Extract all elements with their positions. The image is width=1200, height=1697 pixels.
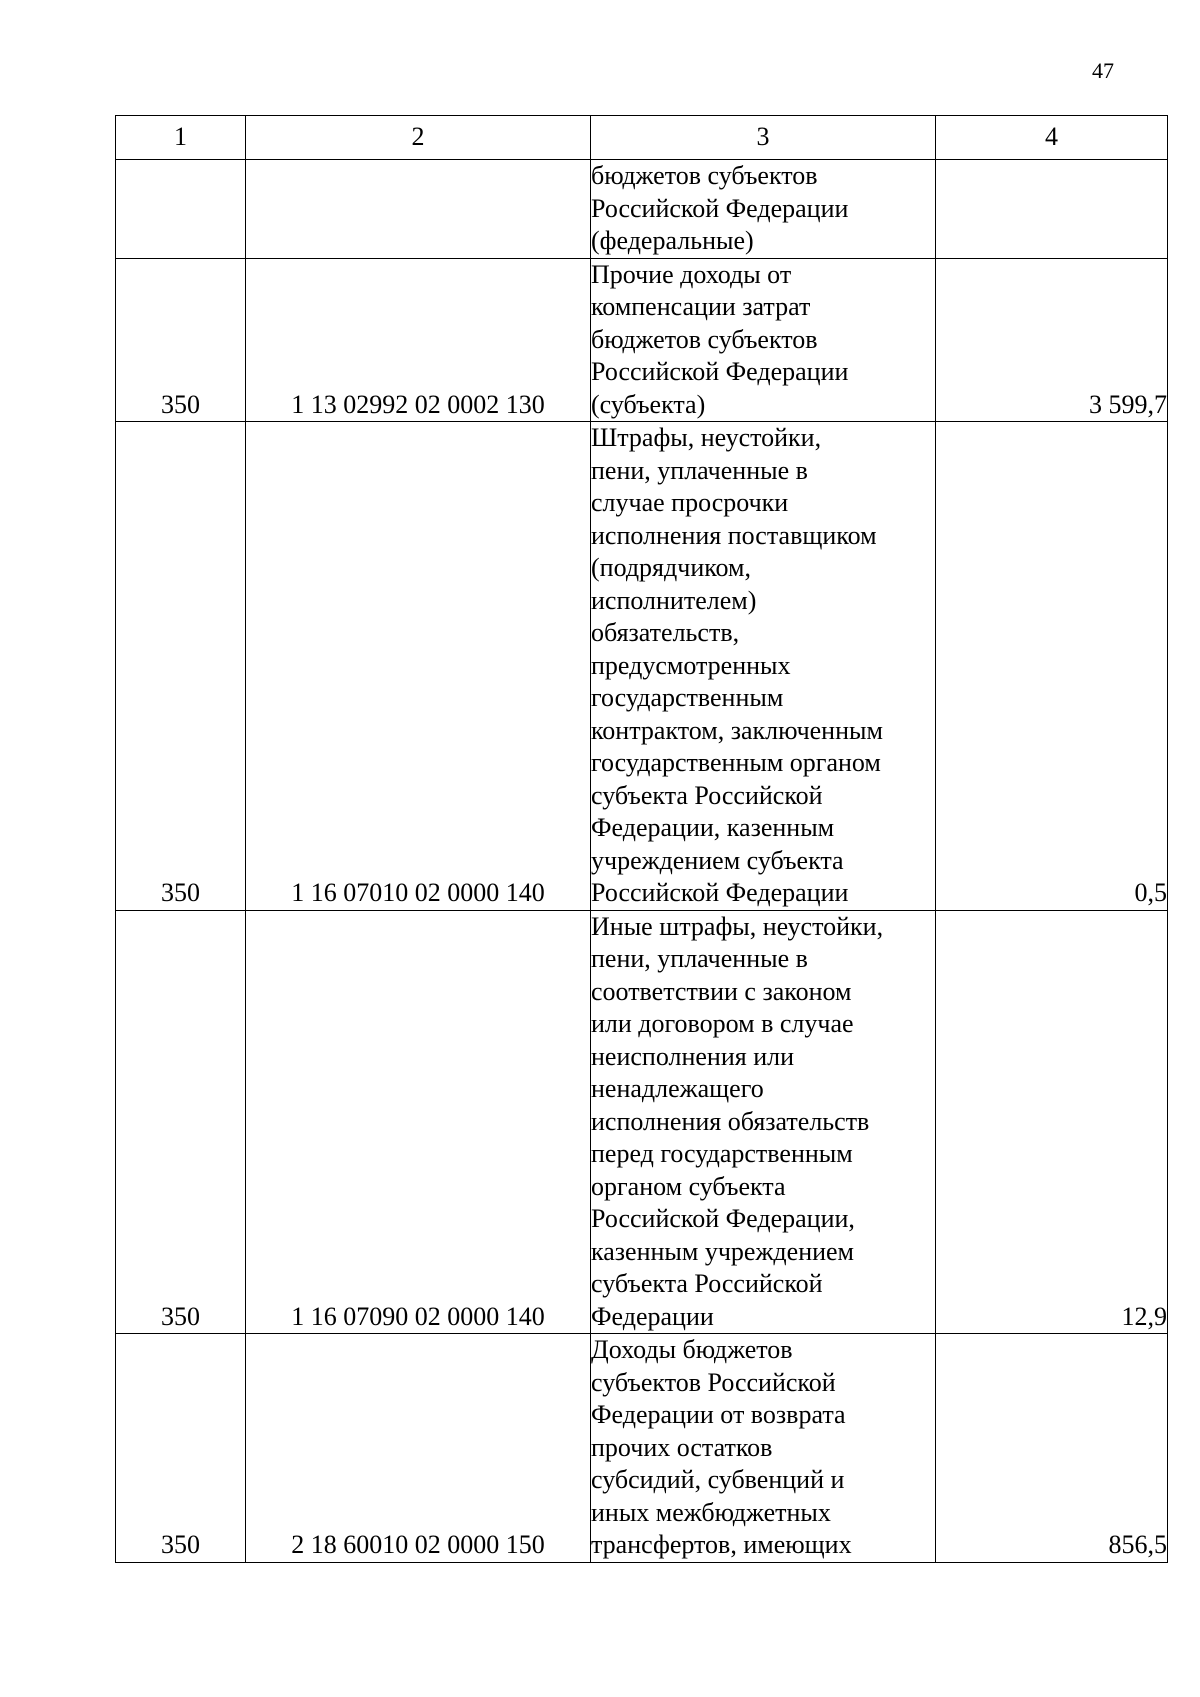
revenue-description-cell	[591, 422, 936, 911]
description-line: (субъекта)	[591, 389, 706, 419]
description-line: компенсации затрат	[591, 292, 811, 321]
table-row	[116, 160, 1168, 259]
description-line: субсидий, субвенций и	[591, 1465, 845, 1494]
description-line: Российской Федерации	[591, 357, 849, 386]
description-line: бюджетов субъектов	[591, 324, 818, 354]
administrator-code-cell	[116, 160, 246, 259]
description-line: пени, уплаченные в	[591, 455, 808, 485]
budget-classification-code-cell	[246, 160, 591, 259]
revenue-description-cell	[591, 160, 936, 259]
budget-classification-code-cell: 1 16 07010 02 0000 140	[246, 422, 591, 911]
budget-classification-code-cell: 1 13 02992 02 0002 130	[246, 258, 591, 422]
description-line: иных межбюджетных	[591, 1497, 831, 1527]
description-line: Прочие доходы от	[591, 259, 792, 289]
column-header-2: 2	[246, 116, 591, 160]
description-line: государственным органом	[591, 748, 881, 777]
description-line: Российской Федерации,	[591, 1204, 855, 1233]
column-header-3: 3	[591, 116, 936, 160]
administrator-code-cell: 350	[116, 1334, 246, 1563]
amount-cell: 0,5	[936, 422, 1168, 911]
revenue-description-cell	[591, 1334, 936, 1563]
description-line: (подрядчиком,	[591, 553, 751, 582]
table-row	[116, 422, 1168, 911]
description-line: органом субъекта	[591, 1171, 786, 1201]
amount-cell	[936, 160, 1168, 259]
description-line: случае просрочки	[591, 488, 789, 517]
description-line: прочих остатков	[591, 1432, 773, 1462]
page-number: 47	[1092, 58, 1114, 83]
description-line: обязательств,	[591, 618, 740, 647]
description-line: предусмотренных	[591, 650, 791, 680]
administrator-code-cell: 350	[116, 422, 246, 911]
column-header-1: 1	[116, 116, 246, 160]
administrator-code-cell: 350	[116, 258, 246, 422]
description-line: Федерации, казенным	[591, 813, 835, 842]
budget-revenue-table	[115, 115, 1168, 1563]
table-body	[116, 160, 1168, 1563]
description-line: исполнения обязательств	[591, 1106, 870, 1136]
description-line: субъектов Российской	[591, 1367, 836, 1397]
description-line: субъекта Российской	[591, 1269, 823, 1298]
description-line: Федерации	[591, 1301, 714, 1331]
description-line: неисполнения или	[591, 1041, 794, 1071]
description-line: Российской Федерации	[591, 193, 849, 223]
description-line: ненадлежащего	[591, 1074, 764, 1103]
description-line: бюджетов субъектов	[591, 161, 818, 190]
amount-cell: 856,5	[936, 1334, 1168, 1563]
description-line: Иные штрафы, неустойки,	[591, 911, 884, 941]
description-line: Российской Федерации	[591, 878, 849, 907]
description-line: учреждением субъекта	[591, 845, 844, 875]
description-line: соответствии с законом	[591, 976, 852, 1006]
budget-classification-code-cell: 1 16 07090 02 0000 140	[246, 910, 591, 1334]
description-line: Федерации от возврата	[591, 1400, 846, 1429]
table-row	[116, 1334, 1168, 1563]
description-line: контрактом, заключенным	[591, 715, 883, 745]
description-line: пени, уплаченные в	[591, 944, 808, 973]
amount-cell: 3 599,7	[936, 258, 1168, 422]
table-row	[116, 910, 1168, 1334]
description-line: Штрафы, неустойки,	[591, 423, 822, 452]
budget-classification-code-cell: 2 18 60010 02 0000 150	[246, 1334, 591, 1563]
table-header-row	[116, 116, 1168, 160]
description-line: исполнителем)	[591, 585, 757, 615]
description-line: исполнения поставщиком	[591, 520, 877, 550]
description-line: перед государственным	[591, 1139, 853, 1168]
revenue-description-cell	[591, 910, 936, 1334]
description-line: Доходы бюджетов	[591, 1335, 793, 1364]
table-row	[116, 258, 1168, 422]
description-line: трансфертов, имеющих	[591, 1530, 852, 1559]
revenue-description-cell	[591, 258, 936, 422]
description-line: государственным	[591, 683, 784, 712]
description-line: или договором в случае	[591, 1009, 854, 1038]
administrator-code-cell: 350	[116, 910, 246, 1334]
description-line: казенным учреждением	[591, 1236, 855, 1266]
amount-cell: 12,9	[936, 910, 1168, 1334]
description-line: (федеральные)	[591, 226, 754, 255]
column-header-4: 4	[936, 116, 1168, 160]
description-line: субъекта Российской	[591, 780, 823, 810]
